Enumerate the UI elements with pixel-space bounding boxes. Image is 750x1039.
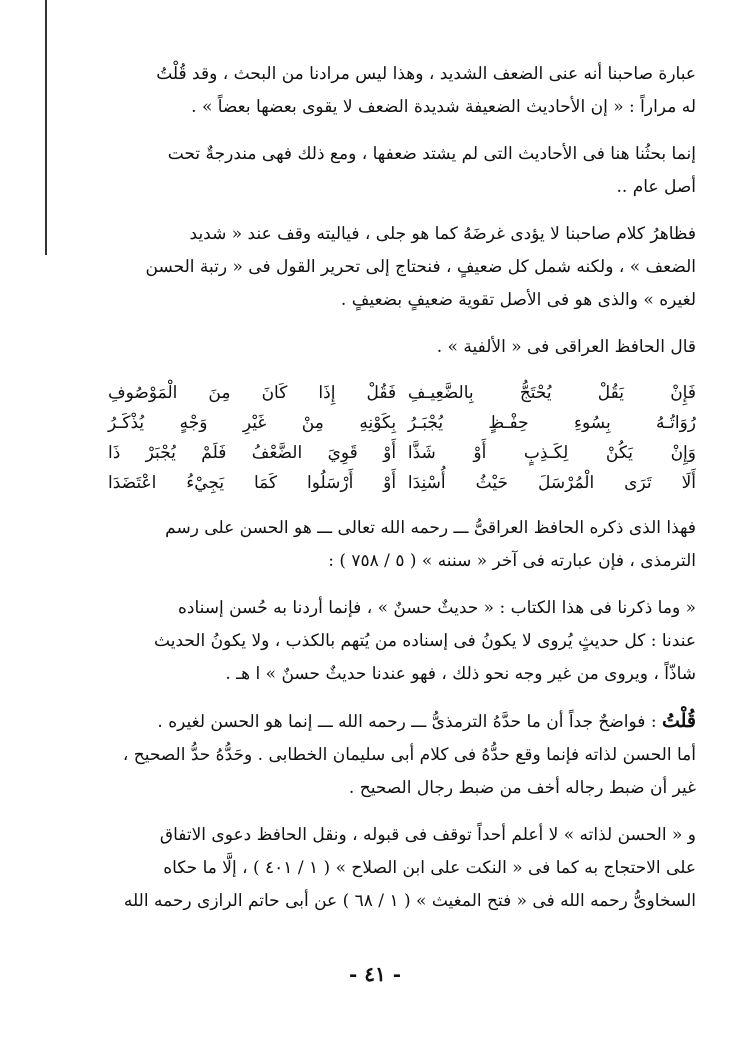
verse-second-half: أَوْ أَرْسَلُوا كَمَا يَجِيْءُ اعْتَضَدَا	[108, 473, 397, 493]
paragraph-2	[108, 138, 696, 204]
paragraph-8	[108, 819, 696, 918]
text-line: الضعف » ، ولكنه شمل كل ضعيفٍ ، فنحتاج إلى تحرير القول فى « رتبة الحسن	[145, 257, 696, 277]
poem-verse	[108, 468, 696, 498]
text-line: الترمذى ، فإن عبارته فى آخر « سننه » ( ٥ / ٧٥٨ ) :	[328, 551, 696, 571]
text-line: أصل عام ..	[616, 177, 696, 197]
verse-first-half: وَإِنْ يَكُنْ لِكَـذِبٍ أَوْ شَذَّا	[407, 443, 696, 463]
poem-verse	[108, 408, 696, 438]
verse-second-half: بِكَوْنِهِ مِنْ غَيْرِ وَجْهٍ يُذْكَـرُ	[108, 413, 397, 433]
text-line: فظاهرُ كلام صاحبنا لا يؤدى غرضَهُ كما هو جلى ، فياليته وقف عند « شديد	[189, 224, 696, 244]
paragraph-3	[108, 218, 696, 317]
text-line: : فواضحٌ جداً أن ما حدَّهُ الترمذىُّ ـــ رحمه الله ـــ إنما هو الحسن لغيره .	[157, 712, 662, 732]
text-line: على الاحتجاج به كما فى « النكت على ابن الصلاح » ( ١ / ٤٠١ ) ، إلَّا ما حكاه	[163, 858, 696, 878]
text-line: له مراراً : « إن الأحاديث الضعيفة شديدة الضعف لا يقوى بعضها بعضاً » .	[191, 97, 696, 117]
text-line: السخاوىُّ رحمه الله فى « فتح المغيث » ( ١ / ٦٨ ) عن أبى حاتم الرازى رحمه الله	[123, 891, 696, 911]
verse-second-half: فَقُلْ إِذَا كَانَ مِنَ الْمَوْصُوفِ	[108, 383, 397, 403]
poem	[108, 378, 696, 498]
text-line: و « الحسن لذاته » لا أعلم أحداً توقف فى قبوله ، ونقل الحافظ دعوى الاتفاق	[159, 825, 696, 845]
text-line: إنما بحثُنا هنا فى الأحاديث التى لم يشتد ضعفها ، ومع ذلك فهى مندرجةٌ تحت	[167, 144, 696, 164]
margin-rule	[45, 0, 47, 255]
text-line: أما الحسن لذاته فإنما وقع حدُّهُ فى كلام أبى سليمان الخطابى . وحَدُّهُ حدُّ الصحيح ،	[122, 745, 696, 765]
poem-verse	[108, 378, 696, 408]
verse-first-half: رُوَاتُـهُ بِسُوءِ حِفْـظٍ يُجْبَـرُ	[407, 413, 696, 433]
verse-first-half: فَإِنْ يَقُلْ يُحْتَجُّ بِالضَّعِيـفِ	[407, 383, 696, 403]
paragraph-5	[108, 512, 696, 578]
verse-second-half: أَوْ قَوِيَ الضَّعْفُ فَلَمْ يُجْبَرْ ذَا	[108, 443, 397, 463]
text-line: عبارة صاحبنا أنه عنى الضعف الشديد ، وهذا ليس مرادنا من البحث ، وقد قُلْتُ	[156, 64, 696, 84]
paragraph-4	[108, 331, 696, 364]
poem-verse	[108, 438, 696, 468]
text-line: لغيره » والذى هو فى الأصل تقوية ضعيفٍ بضعيفٍ .	[340, 290, 696, 310]
text-line: غير أن ضبط رجاله أخف من ضبط رجال الصحيح .	[348, 778, 696, 798]
page-body	[108, 58, 696, 918]
page-number: - ٤١ -	[348, 962, 401, 986]
text-line: قال الحافظ العراقى فى « الألفية » .	[436, 337, 696, 357]
text-line: فهذا الذى ذكره الحافظ العراقىُّ ـــ رحمه الله تعالى ـــ هو الحسن على رسم	[165, 518, 696, 538]
text-line: شاذّاً ، ويروى من غير وجه نحو ذلك ، فهو عندنا حديثٌ حسنٌ » ا هـ .	[225, 664, 696, 684]
qult-heading: قُلْتُ	[661, 710, 696, 732]
paragraph-7	[108, 705, 696, 805]
verse-first-half: أَلَا تَرَى الْمُرْسَلَ حَيْثُ أُسْنِدَا	[407, 473, 696, 493]
text-line: عندنا : كل حديثٍ يُروى لا يكونُ فى إسناده من يُتهم بالكذب ، ولا يكونُ الحديث	[154, 631, 696, 651]
text-line: « وما ذكرنا فى هذا الكتاب : « حديثٌ حسنٌ » ، فإنما أردنا به حُسن إسناده	[178, 598, 696, 618]
paragraph-1	[108, 58, 696, 124]
paragraph-6	[108, 592, 696, 691]
